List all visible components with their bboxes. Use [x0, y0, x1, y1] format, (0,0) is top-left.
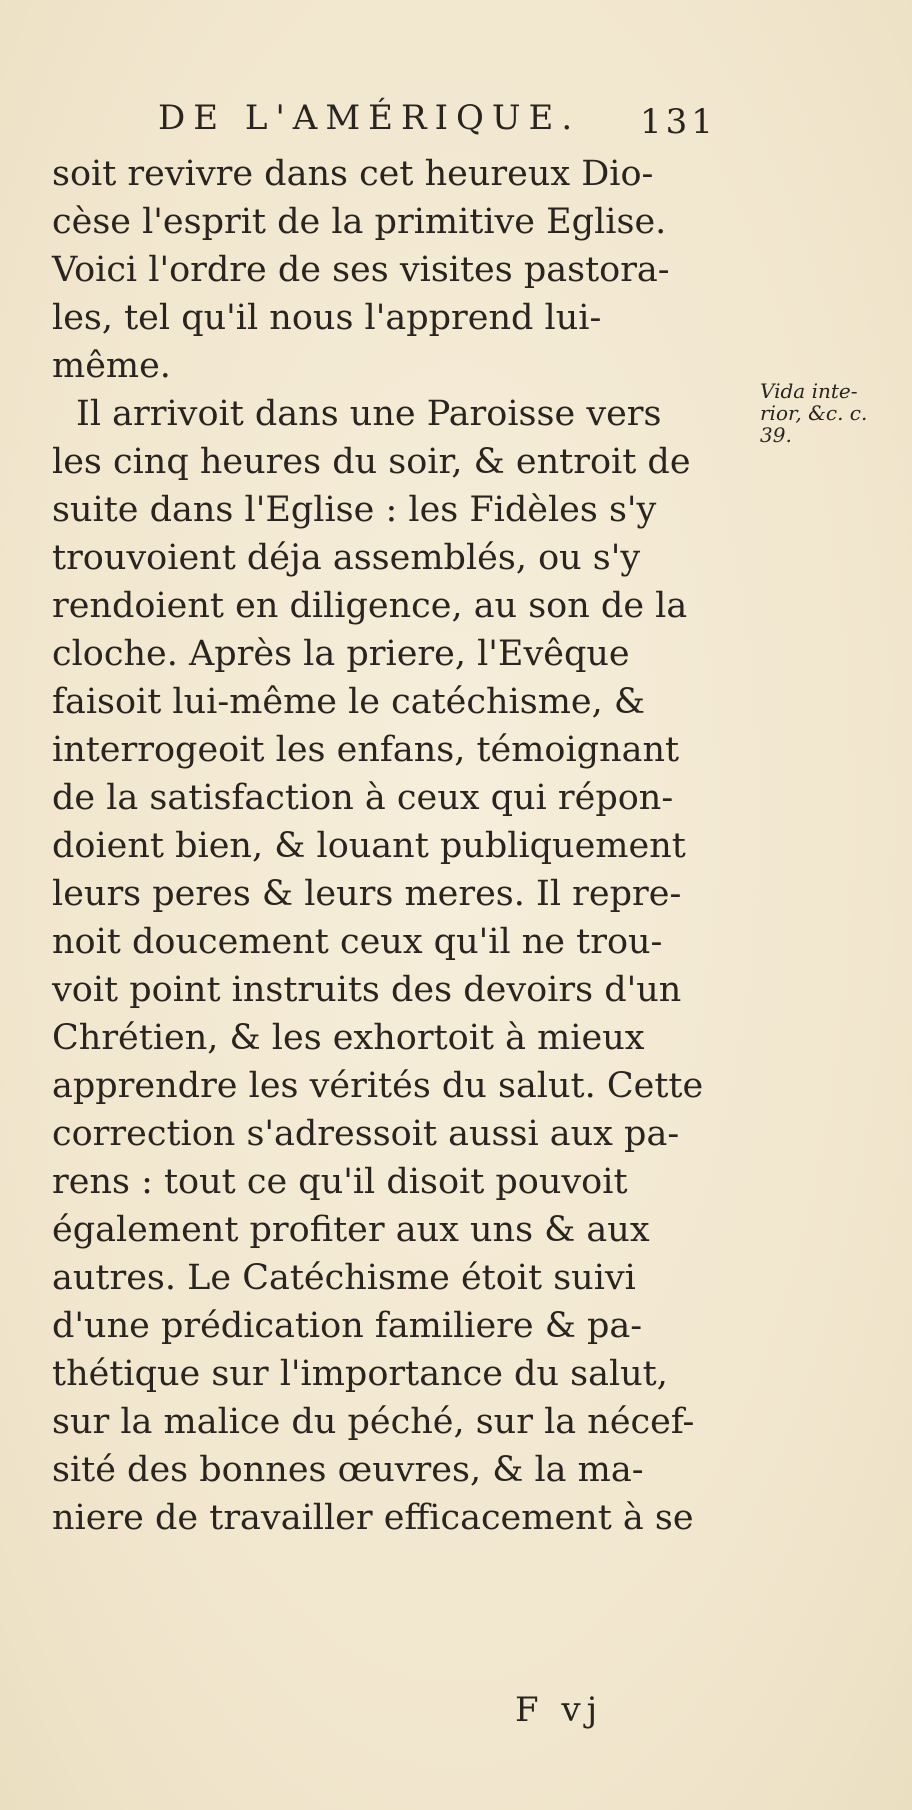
text-line: soit revivre dans cet heureux Dio-	[52, 154, 654, 194]
text-line: également profiter aux uns & aux	[52, 1210, 650, 1250]
text-line: doient bien, & louant publiquement	[52, 826, 686, 866]
text-line: Voici l'ordre de ses visites pastora-	[52, 250, 670, 290]
marginal-note	[760, 380, 910, 446]
text-line: correction s'adressoit aussi aux pa-	[52, 1114, 680, 1154]
text-line: rendoient en diligence, au son de la	[52, 586, 688, 626]
marginal-note-line: Vida inte-	[760, 379, 858, 403]
text-line: noit doucement ceux qu'il ne trou-	[52, 922, 663, 962]
text-line: les cinq heures du soir, & entroit de	[52, 442, 691, 482]
page-header	[0, 88, 912, 148]
text-line: les, tel qu'il nous l'apprend lui-	[52, 298, 602, 338]
text-line: niere de travailler efficacement à se	[52, 1498, 694, 1538]
text-line: leurs peres & leurs meres. Il repre-	[52, 874, 682, 914]
text-line: cèse l'esprit de la primitive Eglise.	[52, 202, 667, 242]
text-line: suite dans l'Eglise : les Fidèles s'y	[52, 490, 657, 530]
text-line: même.	[52, 346, 171, 386]
marginal-note-line: 39.	[760, 423, 792, 447]
text-line: thétique sur l'importance du salut,	[52, 1354, 668, 1394]
text-line: sur la malice du péché, sur la nécef-	[52, 1402, 695, 1442]
text-line: sité des bonnes œuvres, & la ma-	[52, 1450, 644, 1490]
marginal-note-line: rior, &c. c.	[760, 401, 868, 425]
text-line: interrogeoit les enfans, témoignant	[52, 730, 680, 770]
text-line: voit point instruits des devoirs d'un	[52, 970, 682, 1010]
text-line: trouvoient déja assemblés, ou s'y	[52, 538, 641, 578]
text-line: de la satisfaction à ceux qui répon-	[52, 778, 674, 818]
running-head: DE L'AMÉRIQUE.	[158, 98, 581, 138]
page-number: 131	[640, 102, 717, 142]
text-line: rens : tout ce qu'il disoit pouvoit	[52, 1162, 628, 1202]
text-line: faisoit lui-même le catéchisme, &	[52, 682, 646, 722]
text-line: cloche. Après la priere, l'Evêque	[52, 634, 630, 674]
text-line: d'une prédication familiere & pa-	[52, 1306, 643, 1346]
text-line: autres. Le Catéchisme étoit suivi	[52, 1258, 636, 1298]
text-line: apprendre les vérités du salut. Cette	[52, 1066, 704, 1106]
signature-mark: F vj	[515, 1690, 604, 1730]
text-line: Chrétien, & les exhortoit à mieux	[52, 1018, 645, 1058]
text-line: Il arrivoit dans une Paroisse vers	[76, 394, 662, 434]
